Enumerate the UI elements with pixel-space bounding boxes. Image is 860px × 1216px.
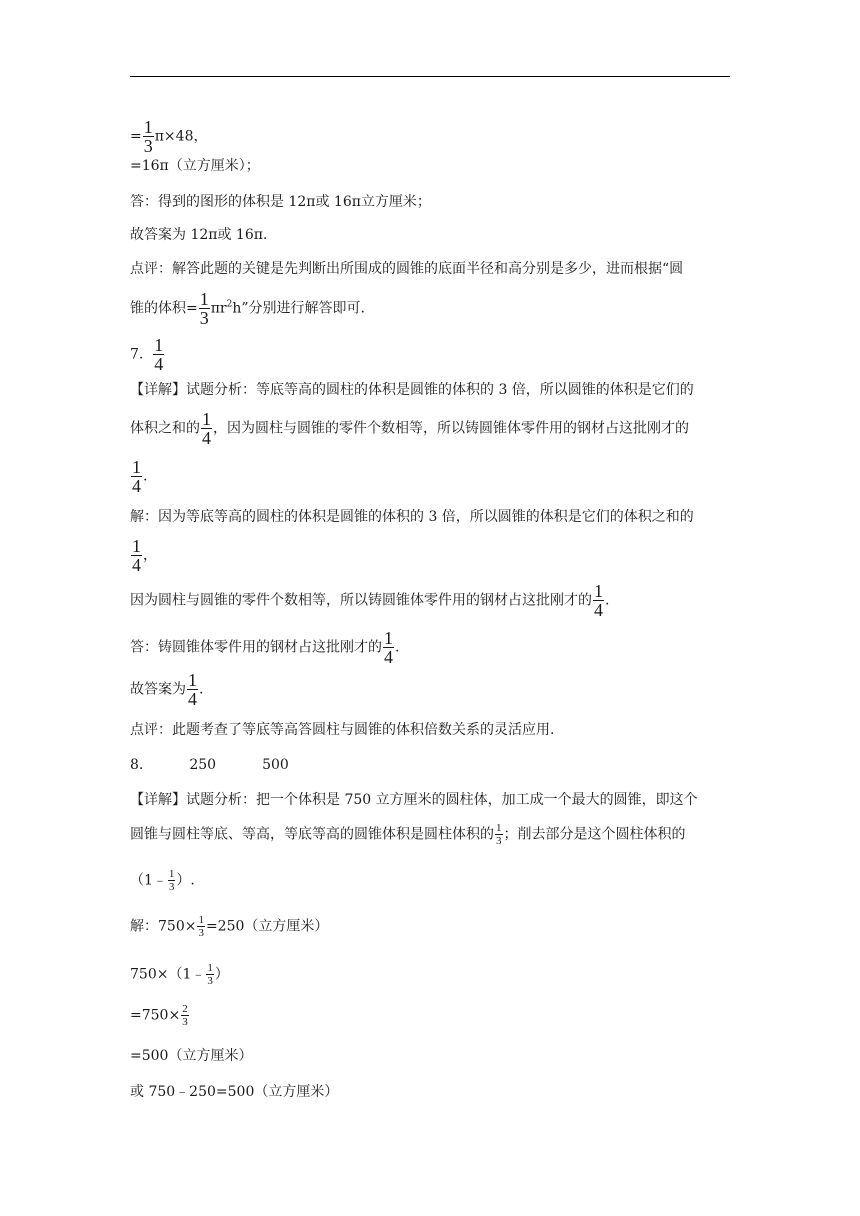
numerator: 1 [143,117,153,137]
equation-line-1 [130,118,207,155]
denominator: 4 [132,555,141,575]
numerator: 1 [188,670,197,690]
denominator: 3 [182,1016,188,1028]
text: . [395,639,400,656]
numerator: 1 [154,335,164,355]
numerator: 1 [207,962,213,974]
detail-line-1 [130,383,694,397]
text: =750× [130,1007,181,1024]
fraction [383,629,394,666]
denominator: 4 [188,689,197,709]
denominator: 3 [143,136,153,156]
numerator: 1 [384,628,393,648]
fraction [187,671,198,708]
denominator: 3 [496,835,502,847]
fraction [131,537,142,574]
solution-line-8-1 [130,914,328,939]
fraction [206,962,214,987]
fraction [143,118,154,155]
detail-line-8-2 [130,822,686,847]
denominator: 4 [202,428,211,448]
question-8-answer [130,758,289,772]
fraction [197,914,205,939]
numerator: 1 [198,914,204,926]
equation-line-2 [130,159,260,173]
answer-1: 250 [189,757,217,773]
text: ） [214,966,229,983]
text: ）. [176,872,195,889]
text: 锥的体积= [130,300,198,317]
text: ， [143,547,157,564]
text: =16π（立方厘米）； [130,158,260,174]
answer-line [130,195,431,209]
text: =500（立方厘米） [130,1048,253,1064]
fraction [199,290,210,327]
numerator: 1 [496,822,502,834]
text: 圆锥与圆柱等底、等高，等底等高的圆锥体积是圆柱体积的 [130,826,494,843]
fraction [495,822,503,847]
denominator: 3 [168,881,175,893]
text: 故答案为 12π或 16π. [130,227,268,243]
denominator: 4 [154,354,164,374]
detail-line-8-3 [130,868,195,893]
detail-line-8-1 [130,793,698,807]
fraction [201,410,212,447]
conclusion-line-7 [130,671,203,708]
text: . [143,468,148,485]
text: 解：750× [130,918,197,935]
solution-line-8-5 [130,1085,338,1099]
answer-2: 500 [262,757,289,773]
text: = [130,128,142,145]
denominator: 3 [199,308,209,328]
solution-line-2 [130,537,157,574]
text: 答：铸圆锥体零件用的钢材占这批刚才的 [130,639,382,656]
text: πr [210,300,227,317]
fraction [181,1003,189,1028]
text: 体积之和的 [130,420,200,437]
solution-line-8-2 [130,962,229,987]
solution-line-1 [130,510,694,524]
numerator: 1 [132,457,141,477]
question-number: 7. [130,346,144,363]
solution-line-8-3 [130,1003,190,1028]
fraction [168,868,176,893]
text: 点评：此题考查了等底等高答圆柱与圆锥的体积倍数关系的灵活应用. [130,722,555,738]
question-7-answer [130,336,165,373]
denominator: 4 [132,476,141,496]
text: 答：得到的图形的体积是 12π或 16π立方厘米； [130,194,431,210]
text: . [605,592,610,609]
numerator: 1 [594,581,603,601]
denominator: 4 [384,647,393,667]
detail-line-2 [130,410,689,447]
text: 因为圆柱与圆锥的零件个数相等，所以铸圆锥体零件用的钢材占这批刚才的 [130,592,592,609]
text: ，因为圆柱与圆锥的零件个数相等，所以铸圆锥体零件用的钢材占这批刚才的 [213,420,689,437]
text: 点评：解答此题的关键是先判断出所围成的圆锥的底面半径和高分别是多少，进而根据“圆 [130,261,684,277]
fraction [131,458,142,495]
numerator: 2 [182,1003,188,1015]
numerator: 1 [132,536,141,556]
numerator: 1 [202,409,211,429]
text: 或 750﹣250=500（立方厘米） [130,1084,339,1100]
question-number: 8. [130,757,144,773]
text: 解：因为等底等高的圆柱的体积是圆锥的体积的 3 倍，所以圆锥的体积是它们的体积之和的 [130,509,694,525]
solution-line-3 [130,582,609,619]
text: 750×（1﹣ [130,966,206,983]
comment-line-7 [130,723,554,737]
fraction [593,582,604,619]
solution-line-8-4 [130,1049,252,1063]
numerator: 1 [199,289,209,309]
text: π×48， [154,128,208,145]
comment-line-2 [130,290,365,327]
text: ；削去部分是这个圆柱体积的 [503,826,686,843]
text: 故答案为 [130,681,186,698]
text: . [199,681,204,698]
answer-line-7 [130,629,399,666]
text: 【详解】试题分析：等底等高的圆柱的体积是圆锥的体积的 3 倍，所以圆锥的体积是它们的 [130,382,694,398]
comment-line-1 [130,262,683,276]
text: =250（立方厘米） [205,918,329,935]
numerator: 1 [168,868,175,880]
superscript: 2 [226,299,233,310]
denominator: 4 [594,600,603,620]
header-rule [130,76,730,77]
denominator: 3 [207,975,213,987]
text: 【详解】试题分析：把一个体积是 750 立方厘米的圆柱体，加工成一个最大的圆锥，即这个 [130,792,698,808]
fraction [153,336,164,373]
denominator: 3 [198,927,204,939]
text: h”分别进行解答即可. [232,300,365,317]
conclusion-line [130,228,267,242]
detail-line-3 [130,458,147,495]
text: （1﹣ [130,872,167,889]
